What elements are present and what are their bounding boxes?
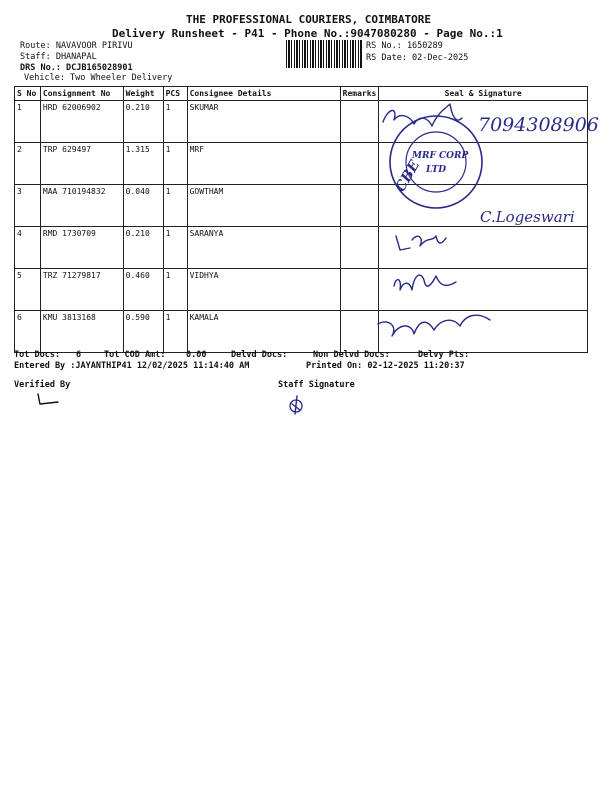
signature-mark <box>394 275 456 290</box>
cell-pcs: 1 <box>163 227 187 269</box>
tot-docs-label: Tot Docs: <box>14 350 61 360</box>
cell-pcs: 1 <box>163 311 187 353</box>
delvy-pts-label: Delvy Pts: <box>418 350 470 360</box>
cell-weight: 0.460 <box>123 269 163 311</box>
route-label: Route: NAVAVOOR PIRIVU <box>20 41 133 51</box>
rs-number: RS No.: 1650289 <box>366 41 443 51</box>
col-remarks: Remarks <box>340 87 379 101</box>
cell-consignee: GOWTHAM <box>187 185 340 227</box>
cell-sno: 6 <box>15 311 41 353</box>
col-seal-signature: Seal & Signature <box>379 87 588 101</box>
stamp-line-1: MRF CORP <box>412 151 469 161</box>
printed-on: Printed On: 02-12-2025 11:20:37 <box>306 361 465 371</box>
signature-mark <box>383 104 462 126</box>
signature-mark <box>378 315 490 336</box>
tot-docs-value: 6 <box>76 350 82 360</box>
non-delvd-label: Non Delvd Docs: <box>313 350 390 360</box>
delvd-docs-label: Delvd Docs: <box>231 350 288 360</box>
handwritten-phone: 7094308906 <box>478 114 599 136</box>
cell-pcs: 1 <box>163 101 187 143</box>
cell-pcs: 1 <box>163 269 187 311</box>
entered-by: Entered By :JAYANTHIP41 12/02/2025 11:14:40 AM <box>14 361 250 371</box>
stamp-line-3: LTD <box>426 165 447 175</box>
cell-weight: 0.040 <box>123 185 163 227</box>
runsheet-title: Delivery Runsheet - P41 - Phone No.:9047080280 - Page No.:1 <box>112 27 503 40</box>
col-consignment: Consignment No <box>40 87 123 101</box>
cell-consignment: KMU 3813168 <box>40 311 123 353</box>
handwritten-name: C.Logeswari <box>480 208 575 226</box>
tot-cod-value: 0.00 <box>186 350 207 360</box>
staff-signature-label: Staff Signature <box>278 380 355 390</box>
cell-consignment: TRP 629497 <box>40 143 123 185</box>
staff-signature-mark <box>290 396 302 414</box>
cell-sno: 5 <box>15 269 41 311</box>
cell-consignee: SARANYA <box>187 227 340 269</box>
cell-sno: 2 <box>15 143 41 185</box>
verified-signature <box>38 394 58 404</box>
cell-consignment: MAA 710194832 <box>40 185 123 227</box>
stamp-line-2: CBE <box>392 157 424 195</box>
cell-pcs: 1 <box>163 143 187 185</box>
signature-mark <box>396 236 446 250</box>
cell-weight: 0.590 <box>123 311 163 353</box>
drs-number: DRS No.: DCJB165028901 <box>20 63 133 73</box>
cell-weight: 1.315 <box>123 143 163 185</box>
cell-sno: 1 <box>15 101 41 143</box>
cell-consignment: RMD 1730709 <box>40 227 123 269</box>
col-sno: S No <box>15 87 41 101</box>
company-stamp <box>390 116 482 208</box>
cell-consignee: KAMALA <box>187 311 340 353</box>
cell-sno: 3 <box>15 185 41 227</box>
cell-consignee: MRF <box>187 143 340 185</box>
cell-consignment: HRD 62006902 <box>40 101 123 143</box>
cell-consignee: SKUMAR <box>187 101 340 143</box>
verified-by-label: Verified By <box>14 380 71 390</box>
cell-consignment: TRZ 71279817 <box>40 269 123 311</box>
col-consignee: Consignee Details <box>187 87 340 101</box>
cell-weight: 0.210 <box>123 227 163 269</box>
company-title: THE PROFESSIONAL COURIERS, COIMBATORE <box>186 13 432 26</box>
cell-weight: 0.210 <box>123 101 163 143</box>
cell-sno: 4 <box>15 227 41 269</box>
cell-consignee: VIDHYA <box>187 269 340 311</box>
tot-cod-label: Tot COD Amt: <box>104 350 166 360</box>
cell-pcs: 1 <box>163 185 187 227</box>
col-weight: Weight <box>123 87 163 101</box>
rs-date: RS Date: 02-Dec-2025 <box>366 53 469 63</box>
col-pcs: PCS <box>163 87 187 101</box>
staff-label: Staff: DHANAPAL <box>20 52 97 62</box>
vehicle-label: Vehicle: Two Wheeler Delivery <box>24 73 173 83</box>
